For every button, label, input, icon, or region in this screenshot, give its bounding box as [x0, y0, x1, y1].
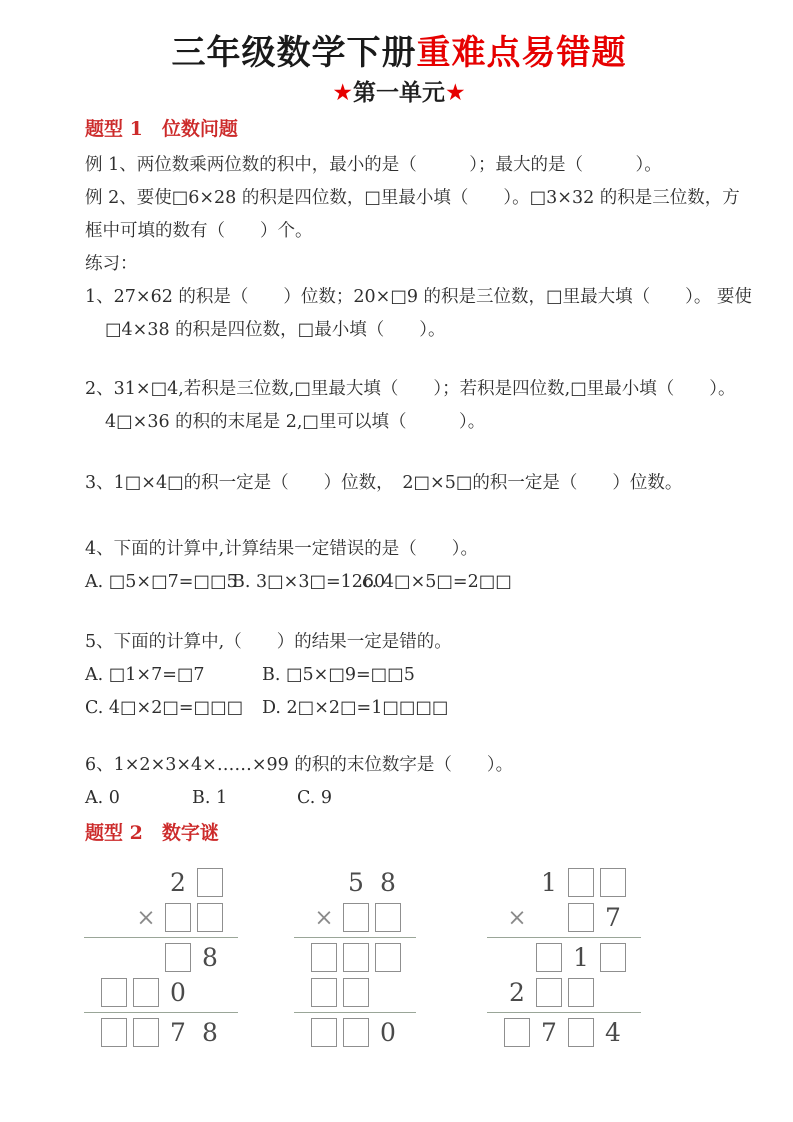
multiplication-puzzle-2	[308, 865, 416, 1050]
empty-cell	[372, 975, 404, 1010]
puzzle-cell	[533, 940, 565, 975]
puzzle-digit: 2	[509, 978, 525, 1007]
answer-box	[165, 943, 191, 972]
sum-line	[294, 937, 416, 938]
puzzle-area	[98, 865, 713, 1050]
multiplication-puzzle-1	[98, 865, 238, 1050]
puzzle-row	[98, 1015, 238, 1050]
puzzle-cell	[372, 900, 404, 935]
puzzle-digit: 0	[380, 1018, 396, 1047]
question1-line1: 1、27×62 的积是（ ）位数；20×□9 的积是三位数，□里最大填（ ）。 要使	[85, 287, 752, 307]
puzzle-row	[308, 1015, 416, 1050]
answer-box	[375, 943, 401, 972]
puzzle-cell	[308, 940, 340, 975]
question4-option-a: A. □5×□7=□□5	[85, 572, 238, 592]
question3-text: 3、1□×4□的积一定是（ ）位数， 2□×5□的积一定是（ ）位数。	[85, 473, 683, 493]
empty-cell	[501, 865, 533, 900]
sum-line	[487, 937, 641, 938]
empty-cell	[130, 865, 162, 900]
answer-box	[101, 1018, 127, 1047]
answer-box	[600, 943, 626, 972]
empty-cell	[98, 900, 130, 935]
puzzle-row	[308, 865, 416, 900]
sum-line	[294, 1012, 416, 1013]
puzzle-digit: 7	[170, 1018, 186, 1047]
puzzle-digit: 1	[573, 943, 589, 972]
answer-box	[375, 903, 401, 932]
question6-option-c: C. 9	[297, 788, 333, 808]
puzzle-row	[308, 900, 416, 935]
question6-option-a: A. 0	[85, 788, 120, 808]
answer-box	[343, 978, 369, 1007]
puzzle-digit: 2	[170, 868, 186, 897]
puzzle-digit: 4	[605, 1018, 621, 1047]
empty-cell	[501, 940, 533, 975]
sum-line	[84, 1012, 238, 1013]
answer-box	[101, 978, 127, 1007]
page-title	[85, 32, 713, 74]
puzzle-cell	[565, 900, 597, 935]
answer-box	[343, 943, 369, 972]
answer-box	[568, 1018, 594, 1047]
empty-cell	[98, 940, 130, 975]
puzzle-cell	[194, 900, 226, 935]
example2-line1: 例 2、要使□6×28 的积是四位数，□里最小填（ ）。□3×32 的积是三位数，方	[85, 188, 740, 208]
answer-box	[311, 943, 337, 972]
answer-box	[504, 1018, 530, 1047]
puzzle-digit: 1	[541, 868, 557, 897]
puzzle-cell	[162, 940, 194, 975]
sum-line	[84, 937, 238, 938]
star-icon: ★	[332, 80, 353, 106]
question6-text: 6、1×2×3×4×……×99 的积的末位数字是（ ）。	[85, 755, 514, 775]
question5-option-a: A. □1×7=□7	[85, 665, 205, 685]
puzzle-cell	[308, 975, 340, 1010]
puzzle-cell	[372, 940, 404, 975]
answer-box	[343, 903, 369, 932]
puzzle-cell	[130, 1015, 162, 1050]
empty-cell	[597, 975, 629, 1010]
answer-box	[165, 903, 191, 932]
puzzle-row	[98, 940, 238, 975]
answer-box	[568, 978, 594, 1007]
question5-options-row1	[85, 659, 713, 692]
puzzle-cell	[565, 975, 597, 1010]
answer-box	[600, 868, 626, 897]
puzzle-row	[501, 865, 641, 900]
puzzle-row	[308, 975, 416, 1010]
puzzle-cell	[98, 975, 130, 1010]
puzzle-cell	[597, 865, 629, 900]
title-black-part: 三年级数学下册	[171, 33, 417, 73]
question5-options-row2	[85, 692, 713, 725]
puzzle-row	[501, 900, 641, 935]
answer-box	[343, 1018, 369, 1047]
puzzle-cell	[565, 1015, 597, 1050]
answer-box	[536, 978, 562, 1007]
puzzle-cell	[533, 975, 565, 1010]
puzzle-row	[501, 975, 641, 1010]
puzzle-digit: 7	[541, 1018, 557, 1047]
title-red-part: 重难点易错题	[416, 33, 627, 73]
question5-text: 5、下面的计算中,（ ）的结果一定是错的。	[85, 632, 452, 652]
answer-box	[133, 978, 159, 1007]
answer-box	[311, 978, 337, 1007]
puzzle-cell	[98, 1015, 130, 1050]
answer-box	[568, 868, 594, 897]
empty-cell	[194, 975, 226, 1010]
puzzle-digit: 0	[170, 978, 186, 1007]
empty-cell	[130, 940, 162, 975]
puzzle-row	[501, 940, 641, 975]
question2-line2: 4□×36 的积的末尾是 2,□里可以填（ ）。	[105, 412, 486, 432]
answer-box	[133, 1018, 159, 1047]
answer-box	[197, 868, 223, 897]
puzzle-digit: 5	[348, 868, 364, 897]
empty-cell	[533, 900, 565, 935]
unit-subtitle	[85, 79, 713, 107]
puzzle-cell	[162, 900, 194, 935]
puzzle-cell	[340, 900, 372, 935]
puzzle-row	[308, 940, 416, 975]
practice-label: 练习：	[85, 254, 138, 274]
answer-box	[197, 903, 223, 932]
puzzle-digit: 8	[202, 1018, 218, 1047]
sum-line	[487, 1012, 641, 1013]
answer-box	[311, 1018, 337, 1047]
subtitle-text: 第一单元	[353, 80, 445, 106]
times-sign: ×	[314, 904, 334, 931]
puzzle-cell	[194, 865, 226, 900]
answer-box	[568, 903, 594, 932]
puzzle-digit: 7	[605, 903, 621, 932]
empty-cell	[308, 865, 340, 900]
question5-option-c: C. 4□×2□=□□□	[85, 698, 244, 718]
puzzle-cell	[130, 975, 162, 1010]
answer-box	[536, 943, 562, 972]
question2-line1: 2、31×□4,若积是三位数,□里最大填（ ）；若积是四位数,□里最小填（ ）。	[85, 379, 736, 399]
puzzle-digit: 8	[380, 868, 396, 897]
puzzle-cell	[340, 1015, 372, 1050]
question1-line2: □4×38 的积是四位数，□最小填（ ）。	[105, 320, 446, 340]
puzzle-cell	[565, 865, 597, 900]
puzzle-row	[98, 975, 238, 1010]
puzzle-cell	[340, 940, 372, 975]
question4-text: 4、下面的计算中,计算结果一定错误的是（ ）。	[85, 539, 478, 559]
times-sign: ×	[507, 904, 527, 931]
puzzle-cell	[597, 940, 629, 975]
puzzle-row	[98, 865, 238, 900]
example2-line2: 框中可填的数有（ ）个。	[85, 221, 313, 241]
question4-options	[85, 566, 713, 599]
section1-heading: 题型 1 位数问题	[85, 118, 238, 140]
puzzle-cell	[340, 975, 372, 1010]
question5-option-d: D. 2□×2□=1□□□□	[262, 698, 449, 718]
question4-option-c: c. 4□×5□=2□□	[362, 572, 512, 592]
empty-cell	[98, 865, 130, 900]
puzzle-cell	[308, 1015, 340, 1050]
puzzle-row	[501, 1015, 641, 1050]
question4-option-b: B. 3□×3□=1260	[232, 572, 386, 592]
times-sign: ×	[136, 904, 156, 931]
star-icon: ★	[445, 80, 466, 106]
question6-options	[85, 782, 713, 815]
question6-option-b: B. 1	[192, 788, 228, 808]
puzzle-digit: 8	[202, 943, 218, 972]
example1-text: 例 1、两位数乘两位数的积中，最小的是（ ）；最大的是（ ）。	[85, 155, 662, 175]
multiplication-puzzle-3	[501, 865, 641, 1050]
section2-heading: 题型 2 数字谜	[85, 822, 219, 844]
puzzle-row	[98, 900, 238, 935]
question5-option-b: B. □5×□9=□□5	[262, 665, 415, 685]
puzzle-cell	[501, 1015, 533, 1050]
